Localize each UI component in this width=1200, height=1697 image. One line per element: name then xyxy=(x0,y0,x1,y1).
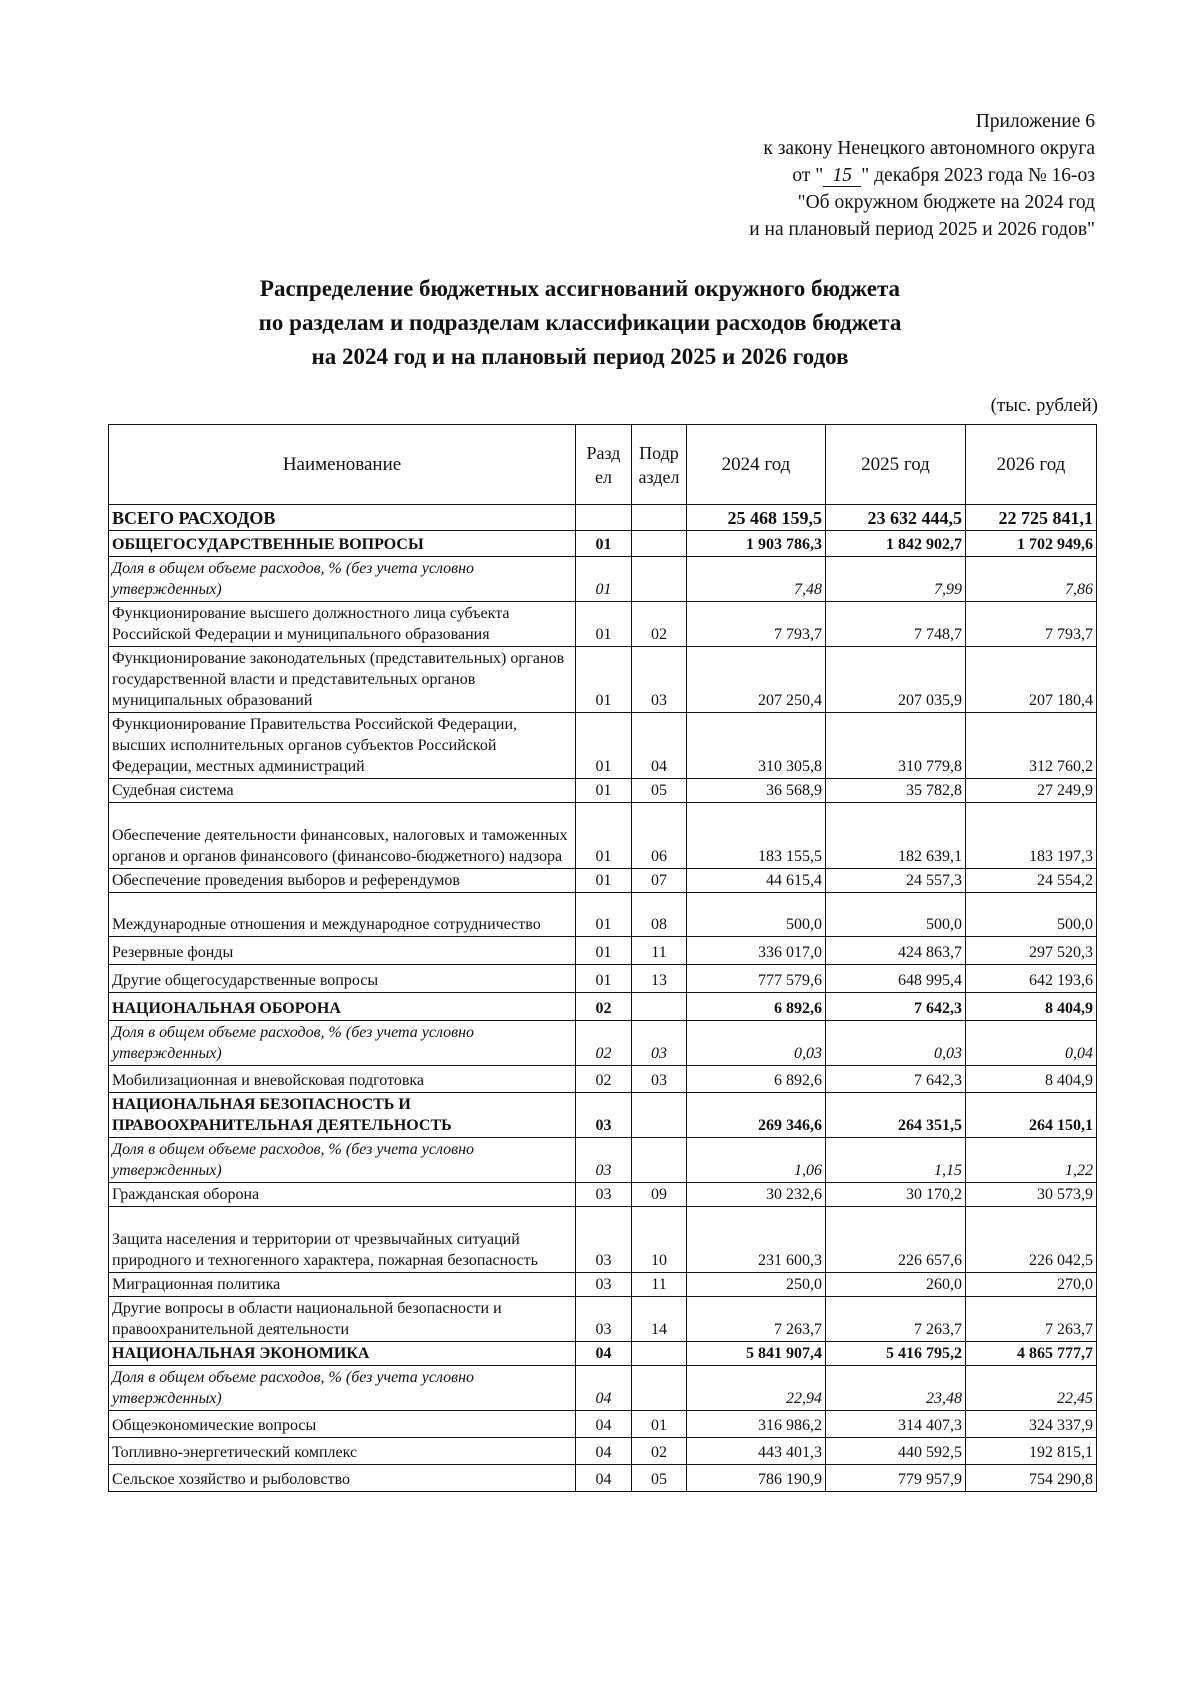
row-razdel-cell: 02 xyxy=(576,993,632,1021)
appendix-header xyxy=(575,108,1095,243)
row-razdel-cell: 01 xyxy=(576,531,632,557)
row-2026-value: 22 725 841,1 xyxy=(966,505,1097,531)
row-2024-value: 231 600,3 xyxy=(687,1207,826,1273)
row-2026-value: 30 573,9 xyxy=(966,1183,1097,1207)
appendix-law-title-2: и на плановый период 2025 и 2026 годов" xyxy=(749,219,1095,240)
row-name-cell: ВСЕГО РАСХОДОВ xyxy=(109,505,576,531)
row-razdel-cell: 04 xyxy=(576,1465,632,1492)
row-2026-value: 4 865 777,7 xyxy=(966,1342,1097,1366)
row-2026-value: 324 337,9 xyxy=(966,1411,1097,1438)
row-podrazdel-cell xyxy=(632,993,687,1021)
row-podrazdel-cell: 08 xyxy=(632,893,687,937)
row-name-cell: Другие вопросы в области национальной безопасности и правоохранительной деятельности xyxy=(109,1297,576,1342)
column-header-razdel: Разд ел xyxy=(576,425,632,505)
row-2024-value: 6 892,6 xyxy=(687,1066,826,1093)
row-2026-value: 226 042,5 xyxy=(966,1207,1097,1273)
appendix-number: Приложение 6 xyxy=(975,111,1095,132)
row-razdel-cell: 04 xyxy=(576,1366,632,1411)
row-name-cell: Сельское хозяйство и рыболовство xyxy=(109,1465,576,1492)
row-podrazdel-cell: 06 xyxy=(632,803,687,869)
row-2024-value: 5 841 907,4 xyxy=(687,1342,826,1366)
row-2025-value: 260,0 xyxy=(826,1273,966,1297)
table-row xyxy=(109,1021,1097,1066)
table-row xyxy=(109,531,1097,557)
row-2025-value: 7 748,7 xyxy=(826,602,966,647)
row-razdel-cell: 03 xyxy=(576,1297,632,1342)
row-name-cell: Обеспечение проведения выборов и референдумов xyxy=(109,869,576,893)
row-razdel-cell: 01 xyxy=(576,713,632,779)
document-title-line-1: Распределение бюджетных ассигнований окружного бюджета xyxy=(259,276,901,301)
row-2026-value: 1,22 xyxy=(966,1138,1097,1183)
row-podrazdel-cell xyxy=(632,557,687,602)
appendix-law-ref: к закону Ненецкого автономного округа xyxy=(763,138,1095,159)
row-2025-value: 182 639,1 xyxy=(826,803,966,869)
appendix-date: от " 15 " декабря 2023 года № 16-оз xyxy=(792,165,1095,186)
row-2026-value: 24 554,2 xyxy=(966,869,1097,893)
row-2025-value: 23 632 444,5 xyxy=(826,505,966,531)
row-2024-value: 250,0 xyxy=(687,1273,826,1297)
row-2025-value: 5 416 795,2 xyxy=(826,1342,966,1366)
row-2025-value: 35 782,8 xyxy=(826,779,966,803)
table-row xyxy=(109,965,1097,993)
row-2026-value: 642 193,6 xyxy=(966,965,1097,993)
row-razdel-cell: 03 xyxy=(576,1183,632,1207)
row-podrazdel-cell: 11 xyxy=(632,1273,687,1297)
row-name-cell: Защита населения и территории от чрезвычайных ситуаций природного и техногенного характера, пожарная безопасность xyxy=(109,1207,576,1273)
row-2026-value: 207 180,4 xyxy=(966,647,1097,713)
row-name-cell: Миграционная политика xyxy=(109,1273,576,1297)
row-2024-value: 777 579,6 xyxy=(687,965,826,993)
row-2026-value: 264 150,1 xyxy=(966,1093,1097,1138)
column-header-2025: 2025 год xyxy=(826,425,966,505)
row-2024-value: 207 250,4 xyxy=(687,647,826,713)
row-name-cell: Топливно-энергетический комплекс xyxy=(109,1438,576,1465)
row-2024-value: 786 190,9 xyxy=(687,1465,826,1492)
row-razdel-cell: 03 xyxy=(576,1093,632,1138)
row-podrazdel-cell xyxy=(632,505,687,531)
document-title-line-2: по разделам и подразделам классификации расходов бюджета xyxy=(258,310,902,335)
row-2025-value: 779 957,9 xyxy=(826,1465,966,1492)
table-row xyxy=(109,893,1097,937)
row-2024-value: 1 903 786,3 xyxy=(687,531,826,557)
row-razdel-cell: 03 xyxy=(576,1273,632,1297)
column-header-podrazdel: Подр аздел xyxy=(632,425,687,505)
table-row xyxy=(109,1093,1097,1138)
row-razdel-cell: 01 xyxy=(576,779,632,803)
row-name-cell: НАЦИОНАЛЬНАЯ БЕЗОПАСНОСТЬ И ПРАВООХРАНИТЕЛЬНАЯ ДЕЯТЕЛЬНОСТЬ xyxy=(109,1093,576,1138)
row-razdel-cell: 01 xyxy=(576,937,632,965)
row-podrazdel-cell: 03 xyxy=(632,647,687,713)
row-name-cell: Судебная система xyxy=(109,779,576,803)
row-podrazdel-cell: 04 xyxy=(632,713,687,779)
row-2024-value: 336 017,0 xyxy=(687,937,826,965)
table-row xyxy=(109,1342,1097,1366)
row-name-cell: Функционирование законодательных (представительных) органов государственной власти и представительных органов муниципальных образований xyxy=(109,647,576,713)
column-header-name: Наименование xyxy=(109,425,576,505)
row-podrazdel-cell xyxy=(632,1366,687,1411)
table-row xyxy=(109,803,1097,869)
row-podrazdel-cell: 14 xyxy=(632,1297,687,1342)
row-podrazdel-cell: 05 xyxy=(632,1465,687,1492)
row-2024-value: 269 346,6 xyxy=(687,1093,826,1138)
row-2025-value: 1 842 902,7 xyxy=(826,531,966,557)
row-2025-value: 0,03 xyxy=(826,1021,966,1066)
row-razdel-cell: 01 xyxy=(576,869,632,893)
row-2025-value: 7 263,7 xyxy=(826,1297,966,1342)
row-2025-value: 310 779,8 xyxy=(826,713,966,779)
row-2026-value: 754 290,8 xyxy=(966,1465,1097,1492)
row-podrazdel-cell xyxy=(632,531,687,557)
document-title xyxy=(120,272,1040,374)
row-2026-value: 8 404,9 xyxy=(966,993,1097,1021)
table-row xyxy=(109,1273,1097,1297)
row-2024-value: 36 568,9 xyxy=(687,779,826,803)
row-podrazdel-cell: 05 xyxy=(632,779,687,803)
row-2025-value: 30 170,2 xyxy=(826,1183,966,1207)
row-2026-value: 7 263,7 xyxy=(966,1297,1097,1342)
row-razdel-cell: 01 xyxy=(576,602,632,647)
row-name-cell: Другие общегосударственные вопросы xyxy=(109,965,576,993)
row-2025-value: 7 642,3 xyxy=(826,1066,966,1093)
row-2024-value: 0,03 xyxy=(687,1021,826,1066)
row-2024-value: 6 892,6 xyxy=(687,993,826,1021)
table-row xyxy=(109,993,1097,1021)
row-2024-value: 500,0 xyxy=(687,893,826,937)
row-2026-value: 27 249,9 xyxy=(966,779,1097,803)
row-razdel-cell: 01 xyxy=(576,647,632,713)
row-podrazdel-cell xyxy=(632,1138,687,1183)
row-2025-value: 23,48 xyxy=(826,1366,966,1411)
row-name-cell: Доля в общем объеме расходов, % (без учета условно утвержденных) xyxy=(109,1021,576,1066)
row-2026-value: 183 197,3 xyxy=(966,803,1097,869)
row-podrazdel-cell: 07 xyxy=(632,869,687,893)
row-razdel-cell: 01 xyxy=(576,893,632,937)
row-2026-value: 192 815,1 xyxy=(966,1438,1097,1465)
row-name-cell: Доля в общем объеме расходов, % (без учета условно утвержденных) xyxy=(109,557,576,602)
table-row xyxy=(109,1183,1097,1207)
row-razdel-cell: 01 xyxy=(576,965,632,993)
row-2024-value: 310 305,8 xyxy=(687,713,826,779)
row-2025-value: 648 995,4 xyxy=(826,965,966,993)
table-row xyxy=(109,602,1097,647)
row-name-cell: Мобилизационная и вневойсковая подготовка xyxy=(109,1066,576,1093)
row-razdel-cell: 03 xyxy=(576,1138,632,1183)
row-2024-value: 7,48 xyxy=(687,557,826,602)
row-podrazdel-cell: 09 xyxy=(632,1183,687,1207)
row-name-cell: Гражданская оборона xyxy=(109,1183,576,1207)
row-name-cell: Международные отношения и международное сотрудничество xyxy=(109,893,576,937)
table-row xyxy=(109,869,1097,893)
row-razdel-cell: 03 xyxy=(576,1207,632,1273)
row-2026-value: 7 793,7 xyxy=(966,602,1097,647)
row-razdel-cell: 01 xyxy=(576,803,632,869)
column-header-2026: 2026 год xyxy=(966,425,1097,505)
row-2025-value: 24 557,3 xyxy=(826,869,966,893)
row-name-cell: Функционирование Правительства Российской Федерации, высших исполнительных органов субъектов Российской Федерации, местных администраций xyxy=(109,713,576,779)
table-row xyxy=(109,1138,1097,1183)
row-2025-value: 226 657,6 xyxy=(826,1207,966,1273)
units-label: (тыс. рублей) xyxy=(990,395,1098,416)
row-podrazdel-cell xyxy=(632,1342,687,1366)
row-2024-value: 44 615,4 xyxy=(687,869,826,893)
table-row xyxy=(109,647,1097,713)
table-row xyxy=(109,779,1097,803)
row-2025-value: 500,0 xyxy=(826,893,966,937)
document-title-line-3: на 2024 год и на плановый период 2025 и 2026 годов xyxy=(311,344,849,369)
row-2025-value: 440 592,5 xyxy=(826,1438,966,1465)
table-row xyxy=(109,557,1097,602)
row-2026-value: 22,45 xyxy=(966,1366,1097,1411)
row-2026-value: 7,86 xyxy=(966,557,1097,602)
row-name-cell: Обеспечение деятельности финансовых, налоговых и таможенных органов и органов финансового (финансово-бюджетного) надзора xyxy=(109,803,576,869)
row-2024-value: 443 401,3 xyxy=(687,1438,826,1465)
table-row xyxy=(109,937,1097,965)
row-2024-value: 1,06 xyxy=(687,1138,826,1183)
row-name-cell: ОБЩЕГОСУДАРСТВЕННЫЕ ВОПРОСЫ xyxy=(109,531,576,557)
row-2024-value: 7 263,7 xyxy=(687,1297,826,1342)
budget-table xyxy=(108,424,1097,1492)
row-2025-value: 314 407,3 xyxy=(826,1411,966,1438)
row-name-cell: Функционирование высшего должностного лица субъекта Российской Федерации и муниципального образования xyxy=(109,602,576,647)
row-podrazdel-cell xyxy=(632,1093,687,1138)
row-name-cell: Общеэкономические вопросы xyxy=(109,1411,576,1438)
table-body xyxy=(109,505,1097,1492)
row-podrazdel-cell: 01 xyxy=(632,1411,687,1438)
row-razdel-cell xyxy=(576,505,632,531)
table-row xyxy=(109,1366,1097,1411)
row-2026-value: 1 702 949,6 xyxy=(966,531,1097,557)
row-2025-value: 7,99 xyxy=(826,557,966,602)
row-podrazdel-cell: 02 xyxy=(632,602,687,647)
row-razdel-cell: 04 xyxy=(576,1411,632,1438)
row-razdel-cell: 04 xyxy=(576,1438,632,1465)
row-2025-value: 1,15 xyxy=(826,1138,966,1183)
table-row xyxy=(109,1411,1097,1438)
appendix-law-title-1: "Об окружном бюджете на 2024 год xyxy=(797,192,1095,213)
row-razdel-cell: 02 xyxy=(576,1021,632,1066)
row-2025-value: 424 863,7 xyxy=(826,937,966,965)
row-name-cell: НАЦИОНАЛЬНАЯ ОБОРОНА xyxy=(109,993,576,1021)
row-podrazdel-cell: 10 xyxy=(632,1207,687,1273)
row-2025-value: 7 642,3 xyxy=(826,993,966,1021)
row-podrazdel-cell: 03 xyxy=(632,1021,687,1066)
row-2024-value: 30 232,6 xyxy=(687,1183,826,1207)
row-name-cell: НАЦИОНАЛЬНАЯ ЭКОНОМИКА xyxy=(109,1342,576,1366)
row-2026-value: 500,0 xyxy=(966,893,1097,937)
appendix-date-day: 15 xyxy=(823,166,861,187)
row-2026-value: 297 520,3 xyxy=(966,937,1097,965)
row-2025-value: 264 351,5 xyxy=(826,1093,966,1138)
row-razdel-cell: 04 xyxy=(576,1342,632,1366)
row-name-cell: Резервные фонды xyxy=(109,937,576,965)
table-row xyxy=(109,1066,1097,1093)
row-2025-value: 207 035,9 xyxy=(826,647,966,713)
row-name-cell: Доля в общем объеме расходов, % (без учета условно утвержденных) xyxy=(109,1138,576,1183)
row-2024-value: 316 986,2 xyxy=(687,1411,826,1438)
row-razdel-cell: 01 xyxy=(576,557,632,602)
row-razdel-cell: 02 xyxy=(576,1066,632,1093)
table-row xyxy=(109,713,1097,779)
row-2026-value: 8 404,9 xyxy=(966,1066,1097,1093)
row-2024-value: 25 468 159,5 xyxy=(687,505,826,531)
row-podrazdel-cell: 13 xyxy=(632,965,687,993)
row-name-cell: Доля в общем объеме расходов, % (без учета условно утвержденных) xyxy=(109,1366,576,1411)
table-row xyxy=(109,1207,1097,1273)
table-header-row xyxy=(109,425,1097,505)
row-2024-value: 7 793,7 xyxy=(687,602,826,647)
row-podrazdel-cell: 11 xyxy=(632,937,687,965)
row-2026-value: 312 760,2 xyxy=(966,713,1097,779)
table-row xyxy=(109,1465,1097,1492)
table-row xyxy=(109,505,1097,531)
row-2024-value: 183 155,5 xyxy=(687,803,826,869)
table-row xyxy=(109,1438,1097,1465)
row-2026-value: 270,0 xyxy=(966,1273,1097,1297)
row-podrazdel-cell: 03 xyxy=(632,1066,687,1093)
table-row xyxy=(109,1297,1097,1342)
column-header-2024: 2024 год xyxy=(687,425,826,505)
row-2024-value: 22,94 xyxy=(687,1366,826,1411)
row-2026-value: 0,04 xyxy=(966,1021,1097,1066)
row-podrazdel-cell: 02 xyxy=(632,1438,687,1465)
